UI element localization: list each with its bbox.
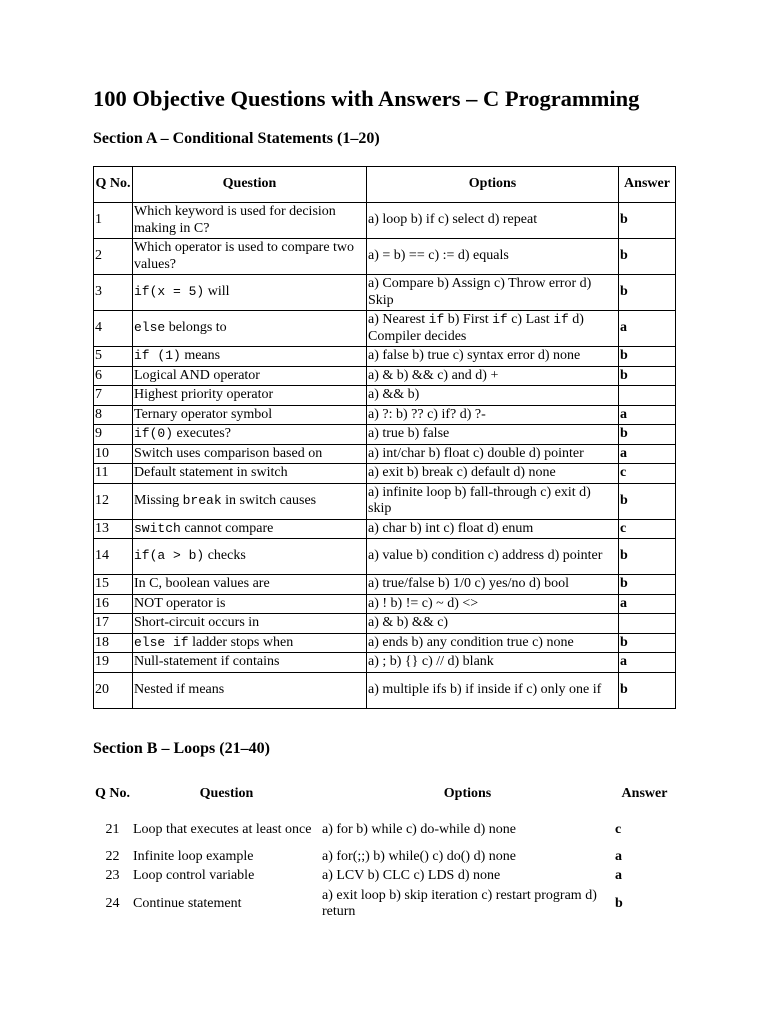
header-question: Question (199, 785, 254, 801)
text-segment: a) ; b) {} c) // d) blank (368, 654, 494, 669)
section-b-heading: Section B – Loops (21–40) (93, 740, 270, 757)
question-text (132, 848, 321, 867)
table-header-row (93, 776, 675, 812)
table-row (94, 483, 676, 519)
code-snippet: if(0) (134, 426, 174, 441)
answer-cell: b (619, 275, 676, 311)
code-snippet: if (1) (134, 348, 181, 363)
code-snippet: else if (134, 634, 189, 650)
text-segment: a) int/char b) float c) double d) pointer (368, 445, 584, 461)
answer-cell: c (615, 821, 622, 837)
question-text (133, 483, 367, 519)
code-snippet: if(x = 5) (134, 284, 205, 300)
text-segment: a) false b) true c) syntax error d) none (368, 348, 581, 363)
question-number: 2 (94, 239, 133, 275)
text-segment: in switch causes (221, 492, 317, 508)
question-number: 21 (105, 821, 120, 837)
question-text (133, 311, 367, 347)
question-text (133, 633, 367, 653)
options-text (367, 614, 619, 634)
question-number: 14 (94, 539, 133, 575)
answer-cell (619, 614, 676, 634)
table-row (93, 812, 675, 848)
question-text (132, 886, 321, 922)
header-qno: Q No. (94, 167, 133, 203)
table-row (94, 672, 676, 708)
options-text (367, 672, 619, 708)
text-segment: a) ! b) != c) ~ d) <> (368, 595, 479, 611)
options-text (367, 366, 619, 386)
question-text (132, 812, 321, 848)
options-text (321, 812, 614, 848)
table-row (94, 275, 676, 311)
header-options: Options (443, 785, 492, 801)
table-row (94, 653, 676, 673)
text-segment: will (204, 284, 230, 300)
options-text (367, 653, 619, 673)
text-segment: a) ends b) any condition true c) none (368, 634, 574, 650)
table-row (94, 539, 676, 575)
text-segment: a) = b) == c) := d) equals (368, 248, 509, 264)
question-text (133, 519, 367, 539)
table-row (93, 848, 675, 867)
question-text (133, 425, 367, 445)
text-segment: belongs to (165, 320, 227, 336)
text-segment: a) & b) && c) and d) + (368, 367, 499, 383)
options-text (367, 275, 619, 311)
options-text (367, 311, 619, 347)
code-snippet: else (134, 320, 166, 336)
options-text (367, 386, 619, 406)
text-segment: a) ?: b) ?? c) if? d) ?- (368, 406, 486, 422)
text-segment: ladder stops when (188, 634, 294, 650)
answer-cell: a (619, 405, 676, 425)
options-text (367, 575, 619, 595)
code-snippet: switch (134, 520, 181, 536)
question-text (133, 239, 367, 275)
question-number: 9 (94, 425, 133, 445)
options-text (367, 519, 619, 539)
question-number: 8 (94, 405, 133, 425)
options-text (321, 867, 614, 886)
question-number: 18 (94, 633, 133, 653)
code-snippet: if (428, 312, 445, 327)
text-segment: a) Compare b) Assign c) Throw error d) Skip (368, 276, 592, 308)
section-b-table (93, 776, 675, 922)
section-a-heading: Section A – Conditional Statements (1–20) (93, 130, 380, 147)
question-number: 16 (94, 594, 133, 614)
text-segment: Default statement in switch (134, 465, 288, 480)
table-row (94, 311, 676, 347)
table-row (93, 886, 675, 922)
header-question: Question (133, 167, 367, 203)
answer-cell: c (619, 519, 676, 539)
text-segment: a) multiple ifs b) if inside if c) only one if (368, 681, 602, 697)
answer-cell: a (619, 444, 676, 464)
header-answer: Answer (621, 785, 668, 801)
text-segment: a) for b) while c) do-while d) none (322, 821, 516, 837)
text-segment: In C, boolean values are (134, 576, 270, 591)
question-number: 10 (94, 444, 133, 464)
code-snippet: if (492, 312, 508, 327)
answer-cell: b (619, 633, 676, 653)
question-text (133, 275, 367, 311)
question-text (133, 405, 367, 425)
options-text (367, 203, 619, 239)
text-segment: Loop that executes at least once (133, 821, 312, 837)
question-number: 11 (94, 464, 133, 484)
options-text (367, 464, 619, 484)
options-text (367, 405, 619, 425)
text-segment: c) Last (507, 312, 554, 327)
text-segment: Switch uses comparison based on (134, 445, 323, 461)
answer-cell (619, 386, 676, 406)
text-segment: Infinite loop example (133, 849, 254, 865)
answer-cell: b (619, 366, 676, 386)
text-segment: Continue statement (133, 895, 242, 911)
question-number: 1 (94, 203, 133, 239)
answer-cell: a (615, 868, 622, 884)
text-segment: Ternary operator symbol (134, 406, 273, 422)
text-segment: b) First (444, 312, 493, 327)
table-row (94, 386, 676, 406)
answer-cell: b (619, 483, 676, 519)
question-text (133, 386, 367, 406)
text-segment: a) & b) && c) (368, 615, 449, 630)
question-number: 20 (94, 672, 133, 708)
code-snippet: break (182, 492, 222, 508)
answer-cell: a (619, 311, 676, 347)
table-row (94, 239, 676, 275)
table-row (94, 575, 676, 595)
text-segment: a) value b) condition c) address d) pointer (368, 548, 603, 564)
table-header-row (94, 167, 676, 203)
options-text (367, 539, 619, 575)
text-segment: Null-statement if contains (134, 654, 280, 669)
table-row (94, 594, 676, 614)
header-answer: Answer (619, 167, 676, 203)
text-segment: cannot compare (180, 520, 274, 536)
text-segment: a) exit loop b) skip iteration c) restart program d) return (322, 887, 597, 919)
question-text (133, 366, 367, 386)
header-qno: Q No. (95, 785, 130, 801)
question-number: 13 (94, 519, 133, 539)
text-segment: a) true b) false (368, 426, 450, 441)
answer-cell: b (619, 575, 676, 595)
table-row (94, 425, 676, 445)
text-segment: Which operator is used to compare two values? (134, 240, 355, 272)
question-text (133, 594, 367, 614)
question-text (133, 575, 367, 595)
answer-cell: a (619, 653, 676, 673)
text-segment: a) LCV b) CLC c) LDS d) none (322, 868, 501, 884)
question-number: 6 (94, 366, 133, 386)
options-text (367, 425, 619, 445)
answer-cell: b (619, 425, 676, 445)
section-a-table (93, 166, 676, 709)
answer-cell: b (615, 895, 623, 911)
options-text (367, 444, 619, 464)
question-number: 19 (94, 653, 133, 673)
text-segment: Missing (134, 492, 183, 508)
text-segment: Logical AND operator (134, 367, 260, 383)
text-segment: a) infinite loop b) fall-through c) exit d) skip (368, 484, 591, 516)
options-text (321, 886, 614, 922)
options-text (367, 633, 619, 653)
text-segment: Nested if means (134, 681, 225, 697)
question-text (133, 444, 367, 464)
text-segment: a) exit b) break c) default d) none (368, 465, 556, 480)
question-text (133, 653, 367, 673)
text-segment: d) Compiler decides (368, 312, 584, 344)
table-row (94, 464, 676, 484)
text-segment: a) loop b) if c) select d) repeat (368, 212, 538, 228)
table-row (94, 366, 676, 386)
table-row (94, 444, 676, 464)
page-title: 100 Objective Questions with Answers – C Programming (93, 86, 640, 111)
question-text (133, 672, 367, 708)
answer-cell: b (619, 203, 676, 239)
text-segment: means (180, 348, 221, 363)
options-text (367, 239, 619, 275)
question-number: 7 (94, 386, 133, 406)
table-row (94, 614, 676, 634)
text-segment: NOT operator is (134, 595, 226, 611)
question-number: 12 (94, 483, 133, 519)
table-row (93, 867, 675, 886)
question-number: 22 (105, 849, 120, 865)
table-row (94, 203, 676, 239)
options-text (367, 347, 619, 367)
question-number: 17 (94, 614, 133, 634)
text-segment: Loop control variable (133, 868, 255, 884)
table-row (94, 405, 676, 425)
question-number: 5 (94, 347, 133, 367)
question-text (133, 539, 367, 575)
text-segment: a) true/false b) 1/0 c) yes/no d) bool (368, 576, 569, 591)
text-segment: Highest priority operator (134, 387, 274, 402)
answer-cell: a (619, 594, 676, 614)
text-segment: a) for(;;) b) while() c) do() d) none (322, 849, 516, 865)
code-snippet: if (553, 312, 569, 327)
question-number: 23 (105, 868, 120, 884)
table-row (94, 519, 676, 539)
question-text (133, 614, 367, 634)
options-text (367, 594, 619, 614)
text-segment: a) && b) (368, 387, 420, 402)
question-number: 3 (94, 275, 133, 311)
answer-cell: c (619, 464, 676, 484)
question-number: 24 (105, 895, 120, 911)
question-text (133, 464, 367, 484)
answer-cell: a (615, 849, 622, 865)
answer-cell: b (619, 239, 676, 275)
text-segment: Short-circuit occurs in (134, 615, 260, 630)
header-options: Options (367, 167, 619, 203)
question-number: 4 (94, 311, 133, 347)
question-text (133, 203, 367, 239)
question-number: 15 (94, 575, 133, 595)
text-segment: a) char b) int c) float d) enum (368, 520, 534, 536)
table-row (94, 633, 676, 653)
code-snippet: if(a > b) (134, 548, 205, 564)
options-text (321, 848, 614, 867)
text-segment: a) Nearest (368, 312, 429, 327)
question-text (132, 867, 321, 886)
table-row (94, 347, 676, 367)
answer-cell: b (619, 672, 676, 708)
answer-cell: b (619, 539, 676, 575)
answer-cell: b (619, 347, 676, 367)
text-segment: executes? (173, 426, 231, 441)
question-text (133, 347, 367, 367)
text-segment: Which keyword is used for decision making in C? (134, 204, 336, 236)
options-text (367, 483, 619, 519)
text-segment: checks (204, 548, 246, 564)
